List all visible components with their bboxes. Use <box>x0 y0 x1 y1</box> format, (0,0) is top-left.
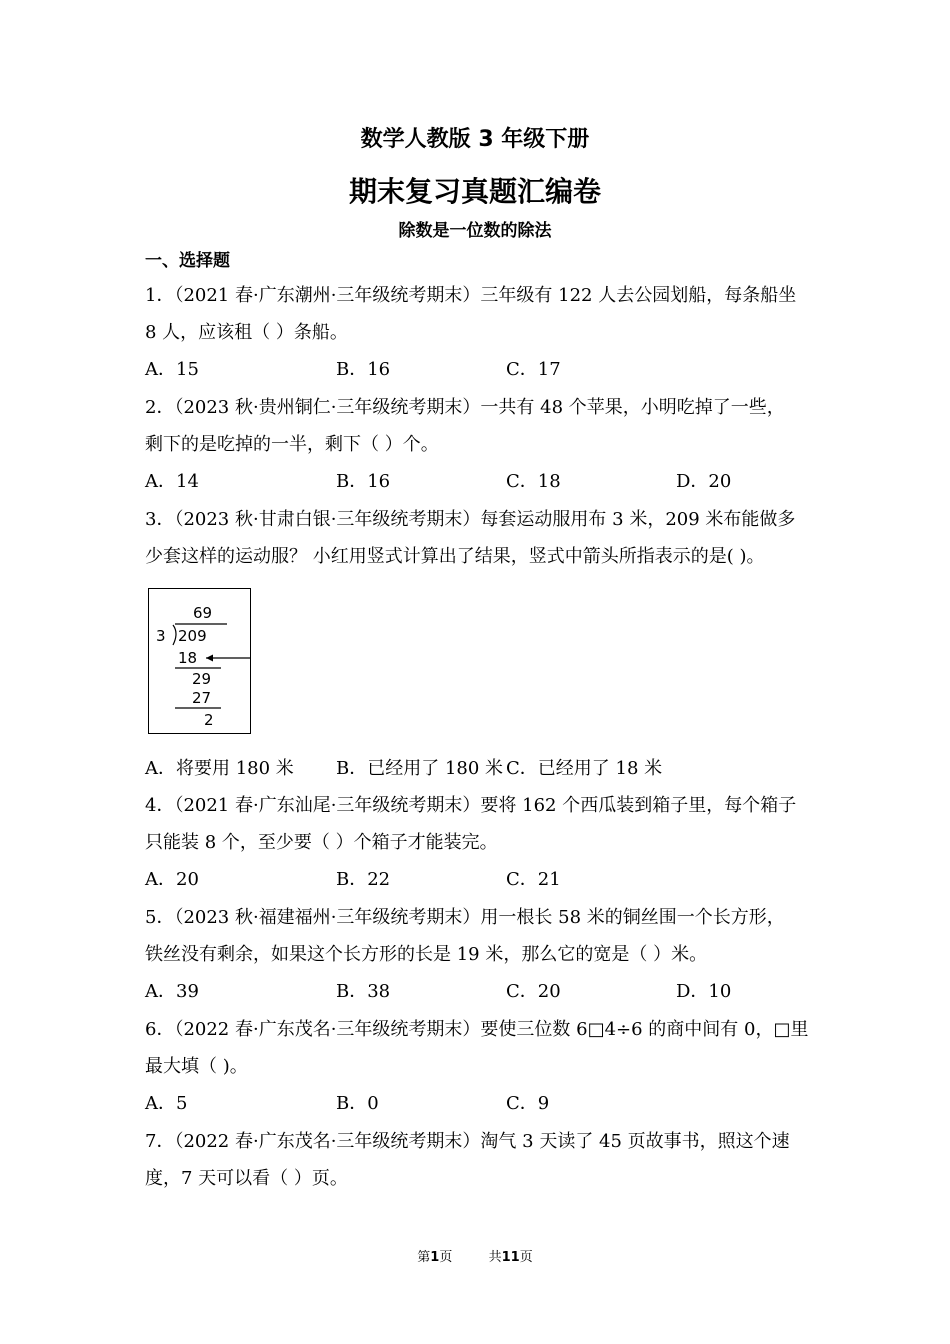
question-5-line-1: 5．（2023 秋·福建福州·三年级统考期末）用一根长 58 米的铜丝围一个长方形， <box>145 907 785 928</box>
question-6-line-2: 最大填（ )。 <box>145 1056 248 1077</box>
footer-total-number: 11 <box>501 1250 520 1265</box>
question-4-option-a: A．20 <box>145 869 199 890</box>
question-5-option-c: C．20 <box>506 981 561 1002</box>
question-5-line-2: 铁丝没有剩余，如果这个长方形的长是 19 米，那么它的宽是（ ）米。 <box>145 944 708 965</box>
question-5-option-a: A．39 <box>145 981 199 1002</box>
question-7-line-1: 7．（2022 春·广东茂名·三年级统考期末）淘气 3 天读了 45 页故事书，照这个速 <box>145 1131 790 1152</box>
question-5-option-d: D．10 <box>676 981 732 1002</box>
division-step-2: 29 <box>192 670 212 688</box>
question-2-option-b: B．16 <box>336 471 391 492</box>
question-1-line-1: 1．（2021 春·广东潮州·三年级统考期末）三年级有 122 人去公园划船，每条船坐 <box>145 285 797 306</box>
question-1-option-c: C．17 <box>506 359 561 380</box>
question-1-option-a: A．15 <box>145 359 199 380</box>
division-quotient: 69 <box>193 604 213 622</box>
document-subtitle: 期末复习真题汇编卷 <box>348 175 601 208</box>
footer-page-number: 1 <box>430 1250 440 1265</box>
question-3-option-c: C．已经用了 18 米 <box>506 758 663 779</box>
page-footer <box>0 1246 950 1265</box>
question-2-option-d: D．20 <box>676 471 732 492</box>
footer-total-prefix: 共 <box>488 1250 502 1265</box>
footer-page-suffix: 页 <box>439 1250 453 1265</box>
long-division-svg <box>149 589 252 735</box>
long-division-figure <box>148 588 251 734</box>
question-2-line-1: 2．（2023 秋·贵州铜仁·三年级统考期末）一共有 48 个苹果，小明吃掉了一些， <box>145 397 785 418</box>
question-4-option-c: C．21 <box>506 869 561 890</box>
question-1-line-2: 8 人，应该租（ ）条船。 <box>145 322 348 343</box>
division-remainder: 2 <box>204 711 214 729</box>
footer-page-prefix: 第 <box>417 1250 431 1265</box>
question-3-option-a: A．将要用 180 米 <box>145 758 294 779</box>
question-4-line-1: 4．（2021 春·广东汕尾·三年级统考期末）要将 162 个西瓜装到箱子里，每个箱子 <box>145 795 797 816</box>
question-1-option-b: B．16 <box>336 359 391 380</box>
question-2-option-c: C．18 <box>506 471 561 492</box>
question-6-option-a: A．5 <box>145 1093 188 1114</box>
question-6-option-c: C．9 <box>506 1093 550 1114</box>
document-title: 数学人教版 3 年级下册 <box>360 127 590 152</box>
section-heading: 一、选择题 <box>145 251 230 271</box>
question-6-line-1: 6．（2022 春·广东茂名·三年级统考期末）要使三位数 6□4÷6 的商中间有 0，□里 <box>145 1019 809 1040</box>
division-bracket <box>173 625 176 645</box>
division-divisor: 3 <box>156 627 166 645</box>
question-4-option-b: B．22 <box>336 869 391 890</box>
arrow-head-icon <box>206 655 213 662</box>
division-step-3: 27 <box>192 689 212 707</box>
footer-total-suffix: 页 <box>519 1250 533 1265</box>
document-topic: 除数是一位数的除法 <box>398 221 552 241</box>
division-step-1: 18 <box>178 649 198 667</box>
question-3-line-2: 少套这样的运动服？ 小红用竖式计算出了结果，竖式中箭头所指表示的是( )。 <box>145 546 765 567</box>
question-7-line-2: 度，7 天可以看（ ）页。 <box>145 1168 348 1189</box>
question-3-option-b: B．已经用了 180 米 <box>336 758 504 779</box>
division-dividend: 209 <box>178 627 207 645</box>
question-2-option-a: A．14 <box>145 471 199 492</box>
question-6-option-b: B．0 <box>336 1093 379 1114</box>
question-4-line-2: 只能装 8 个，至少要（ ）个箱子才能装完。 <box>145 832 498 853</box>
question-5-option-b: B．38 <box>336 981 391 1002</box>
question-3-line-1: 3．（2023 秋·甘肃白银·三年级统考期末）每套运动服用布 3 米，209 米布能做多 <box>145 509 796 530</box>
question-2-line-2: 剩下的是吃掉的一半，剩下（ ）个。 <box>145 434 439 455</box>
